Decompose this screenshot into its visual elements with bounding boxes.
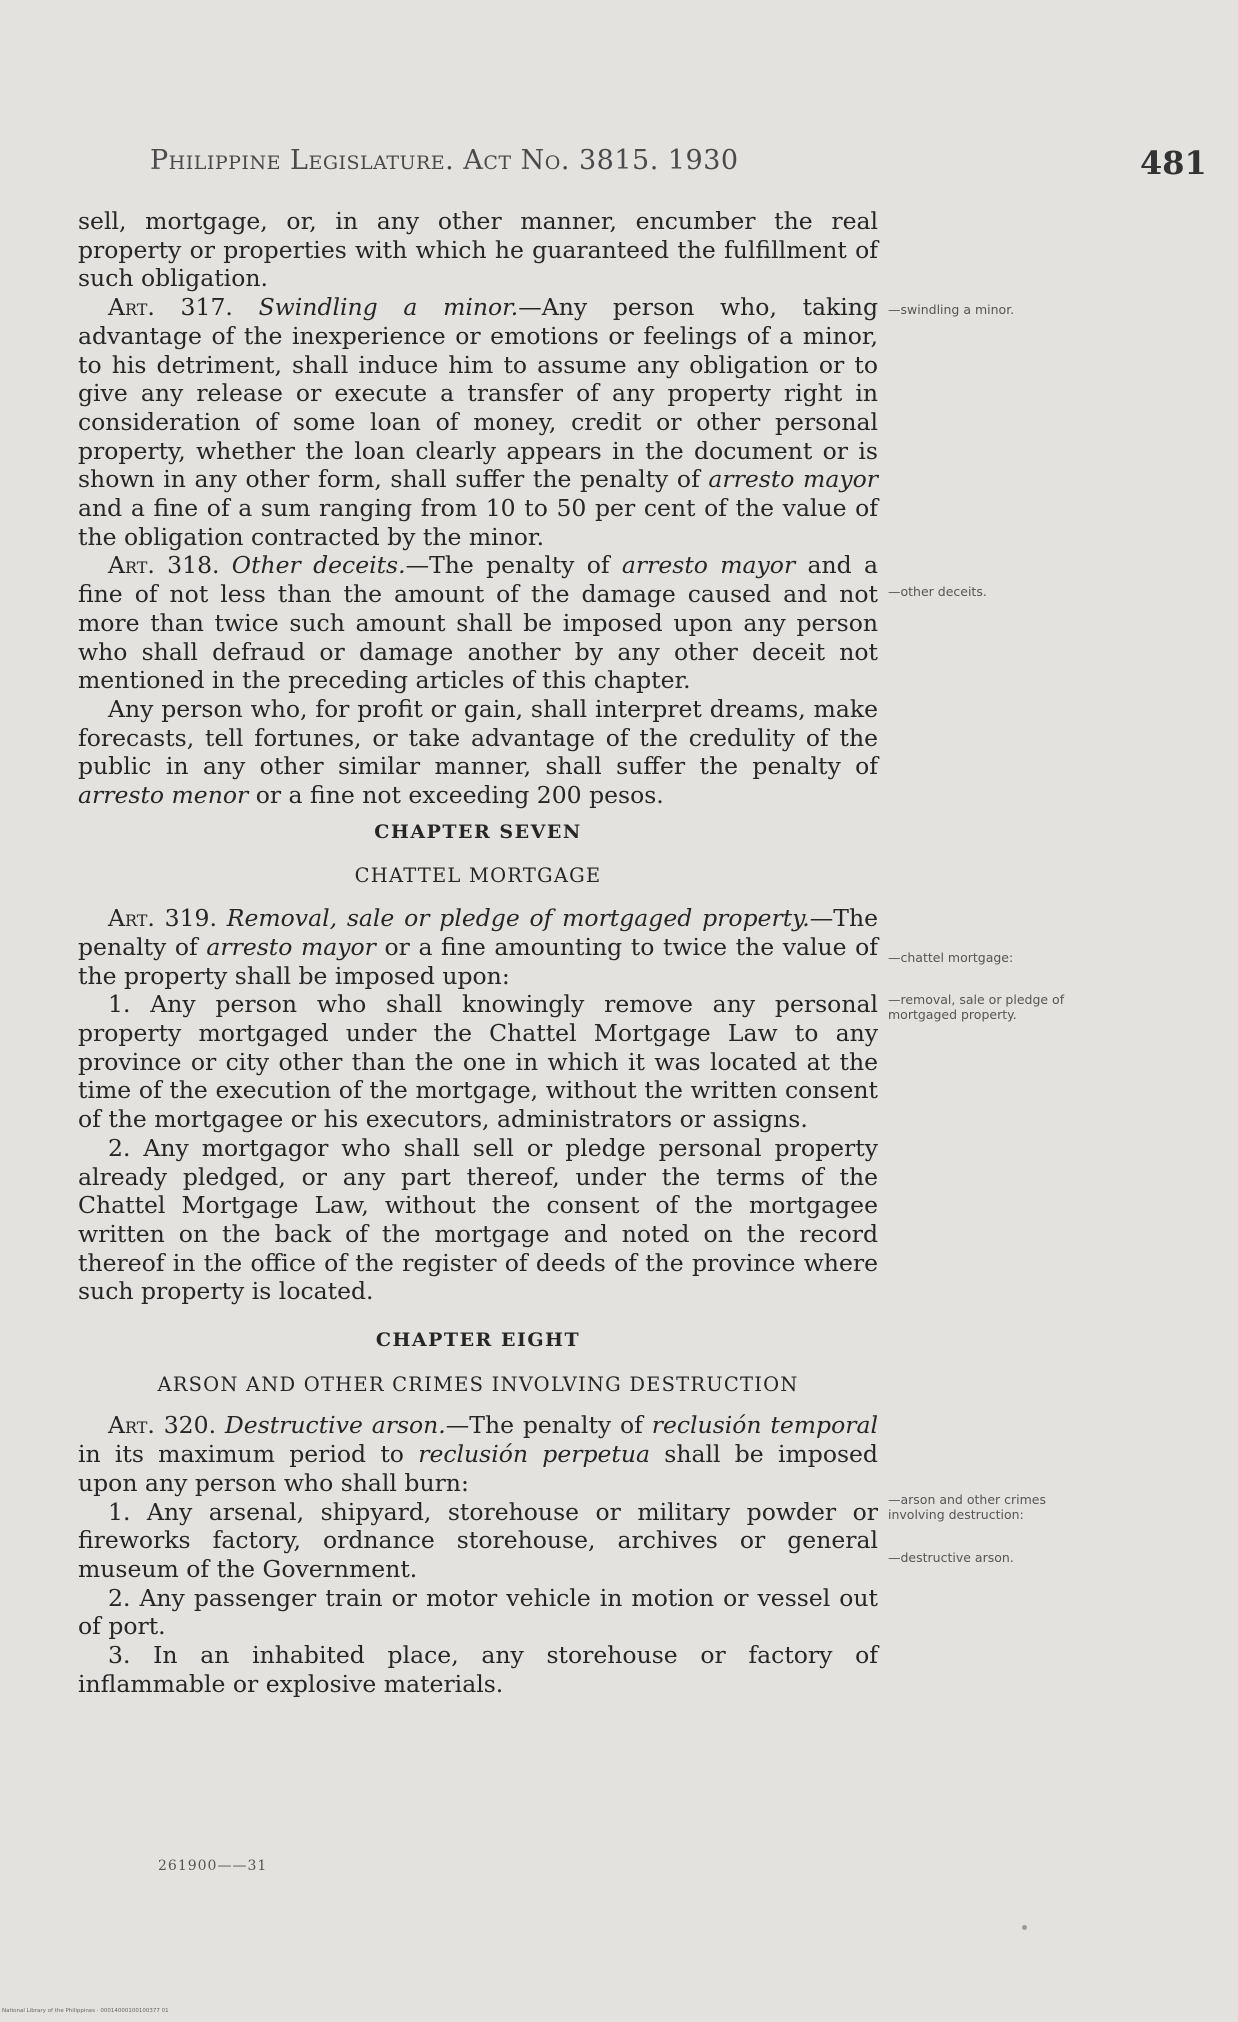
margin-note-deceits: —other deceits. — [888, 584, 987, 599]
paragraph-text: or a fine not exceeding 200 pesos. — [248, 781, 664, 810]
chapter-eight-title: ARSON AND OTHER CRIMES INVOLVING DESTRUCTION — [157, 1372, 799, 1396]
article-number: Art. 320. — [108, 1411, 217, 1440]
margin-note-swindling: —swindling a minor. — [888, 302, 1015, 317]
legal-term: arresto mayor — [206, 932, 376, 961]
article-319 — [78, 904, 878, 990]
chapter-seven-heading: CHAPTER SEVEN — [374, 820, 582, 843]
margin-note-arson: —arson and other crimes involving destruction: — [888, 1492, 1046, 1522]
chapter-seven-title: CHATTEL MORTGAGE — [354, 864, 602, 888]
paragraph-intro: sell, mortgage, or, in any other manner, encumber the real property or properties with which he guaranteed the fulfillment of such obligation. — [78, 207, 878, 293]
article-title: Removal, sale or pledge of mortgaged property. — [226, 904, 810, 933]
article-text: —The penalty of — [445, 1411, 652, 1440]
article-number: Art. 318. — [108, 551, 220, 580]
article-text: and a fine of not less than the amount of the damage caused and not more than twice such amount shall be imposed upon any person who shall defraud or damage another by any other deceit not mentioned in the preceding articles of this chapter. — [78, 551, 878, 695]
article-title: Other deceits. — [231, 551, 406, 580]
article-text: or a fine amounting to twice the value of the property shall be imposed upon: — [78, 932, 878, 990]
body-text — [78, 207, 878, 1698]
article-text: —The penalty of — [405, 551, 622, 580]
legal-term: arresto menor — [78, 781, 249, 810]
margin-note-removal: —removal, sale or pledge of mortgaged property. — [888, 992, 1065, 1022]
article-319-item-2: 2. Any mortgagor who shall sell or pledge personal property already pledged, or any part thereof, under the terms of the Chattel Mortgage Law, without the consent of the mortgagee written on the back of the mortgage and noted on the record thereof in the office of the register of deeds of the province where such property is located. — [78, 1133, 878, 1306]
scan-credit: National Library of the Philippines · 00014000100100377 01 — [2, 2008, 169, 2014]
article-text: and a fine of a sum ranging from 10 to 50 per cent of the value of the obligation contracted by the minor. — [78, 494, 878, 551]
article-number: Art. 319. — [108, 904, 217, 933]
legal-term: reclusión perpetua — [418, 1440, 651, 1469]
legal-term: arresto mayor — [621, 551, 796, 580]
article-text: shall be imposed upon any person who shall burn: — [78, 1440, 878, 1497]
article-320-item-3: 3. In an inhabited place, any storehouse or factory of inflammable or explosive materials. — [78, 1641, 878, 1698]
running-head: Philippine Legislature. Act No. 3815. 1930 — [150, 145, 739, 176]
legal-term: reclusión temporal — [651, 1411, 878, 1440]
article-320-item-2: 2. Any passenger train or motor vehicle in motion or vessel out of port. — [78, 1583, 878, 1641]
paragraph-dreams — [78, 695, 878, 810]
article-text: in its maximum period to — [78, 1440, 419, 1469]
article-317 — [78, 293, 878, 551]
article-title: Destructive arson. — [224, 1411, 446, 1440]
article-text: —The penalty of — [78, 904, 878, 961]
stray-mark — [1022, 1925, 1027, 1930]
article-318 — [78, 551, 878, 695]
legal-term: arresto mayor — [708, 465, 878, 494]
article-text: —Any person who, taking advantage of the inexperience or emotions or feelings of a minor, to his detriment, shall induce him to assume any obligation or to give any release or execute a transfer of any property right in consideration of some loan of money, credit or other personal property, whether the loan clearly appears in the document or is shown in any other form, shall suffer the penalty of — [78, 293, 878, 494]
article-title: Swindling a minor. — [258, 293, 519, 322]
paragraph-text: Any person who, for profit or gain, shall interpret dreams, make forecasts, tell fortunes, or take advantage of the credulity of the public in any other similar manner, shall suffer the penalty of — [78, 694, 878, 781]
chapter-eight-heading: CHAPTER EIGHT — [375, 1329, 581, 1352]
margin-note-destructive: —destructive arson. — [888, 1550, 1014, 1565]
article-319-item-1: 1. Any person who shall knowingly remove any personal property mortgaged under the Chattel Mortgage Law to any province or city other than the one in which it was located at the time of the execution of the mortgage, without the written consent of the mortgagee or his executors, administrators or assigns. — [78, 990, 878, 1134]
article-320 — [78, 1411, 878, 1497]
article-320-item-1: 1. Any arsenal, shipyard, storehouse or military powder or fireworks factory, ordnance storehouse, archives or general museum of the Government. — [78, 1497, 878, 1583]
page-number: 481 — [1140, 144, 1207, 182]
margin-note-chattel: —chattel mortgage: — [888, 950, 1014, 965]
article-number: Art. 317. — [108, 293, 233, 322]
printer-signature: 261900——31 — [158, 1858, 268, 1874]
